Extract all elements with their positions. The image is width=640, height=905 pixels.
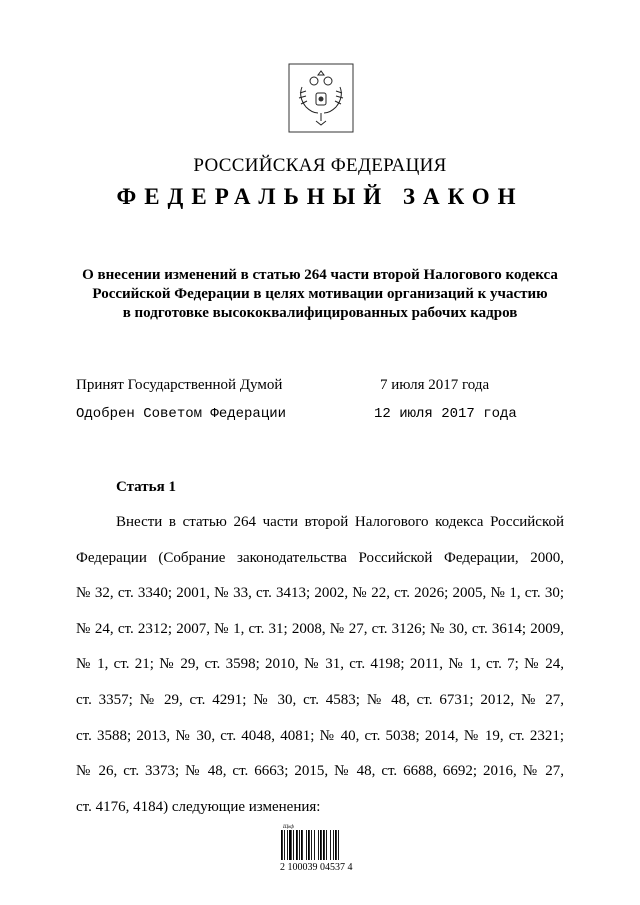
barcode-bar — [299, 830, 300, 860]
article-line: Внести в статью 264 части второй Налогового кодекса Российской — [116, 514, 564, 530]
law-title — [60, 266, 580, 323]
article-body — [76, 505, 564, 825]
law-title-line: О внесении изменений в статью 264 части второй Налогового кодекса — [82, 267, 558, 283]
barcode-bar — [314, 830, 315, 860]
barcode-bar — [330, 830, 331, 860]
barcode-bar — [289, 830, 292, 860]
article-line: № 26, ст. 3373; № 48, ст. 6663; 2015, № 48, ст. 6688, 6692; 2016, № 27, — [76, 763, 564, 780]
barcode-bar — [335, 830, 337, 860]
article-line: ст. 3588; 2013, № 30, ст. 4048, 4081; № 40, ст. 5038; 2014, № 19, ст. 2321; — [76, 727, 564, 744]
law-title-line: в подготовке высококвалифицированных рабочих кадров — [122, 305, 518, 321]
barcode-number: 2 100039 04537 4 — [280, 862, 353, 873]
barcode-bar — [296, 830, 298, 860]
article-line: № 1, ст. 21; № 29, ст. 3598; 2010, № 31, ст. 4198; 2011, № 1, ст. 7; № 24, — [76, 656, 564, 673]
barcode-icon — [280, 826, 360, 862]
barcode-bar — [323, 830, 325, 860]
council-approval-date: 12 июля 2017 года — [374, 406, 517, 422]
article-line: № 24, ст. 2312; 2007, № 1, ст. 31; 2008, № 27, ст. 3126; № 30, ст. 3614; 2009, — [76, 620, 564, 637]
duma-adoption-label: Принят Государственной Думой — [76, 377, 283, 393]
coat-of-arms-icon — [288, 63, 354, 133]
barcode-bar — [320, 830, 322, 860]
barcode-bar — [311, 830, 312, 860]
duma-adoption-date: 7 июля 2017 года — [380, 377, 490, 393]
barcode-bar — [293, 830, 294, 860]
article-title: Статья 1 — [116, 479, 176, 495]
country-name: РОССИЙСКАЯ ФЕДЕРАЦИЯ — [193, 155, 447, 176]
barcode-mark: Щкф — [283, 825, 294, 830]
barcode-bar — [326, 830, 327, 860]
barcode-bar — [287, 830, 288, 860]
barcode-bar — [284, 830, 285, 860]
council-approval-label: Одобрен Советом Федерации — [76, 406, 287, 422]
barcode-bar — [308, 830, 310, 860]
article-line: ст. 4176, 4184) следующие изменения: — [76, 798, 321, 815]
article-line: Федерации (Собрание законодательства Российской Федерации, 2000, — [76, 549, 564, 566]
barcode-bar — [333, 830, 334, 860]
barcode-bar — [338, 830, 339, 860]
law-title-line: Российской Федерации в целях мотивации организаций к участию — [92, 286, 548, 302]
law-type-heading: ФЕДЕРАЛЬНЫЙ ЗАКОН — [116, 184, 524, 209]
article-line: № 32, ст. 3340; 2001, № 33, ст. 3413; 2002, № 22, ст. 2026; 2005, № 1, ст. 30; — [76, 585, 564, 602]
article-line: ст. 3357; № 29, ст. 4291; № 30, ст. 4583; № 48, ст. 6731; 2012, № 27, — [76, 691, 564, 708]
barcode-bar — [306, 830, 307, 860]
barcode-bar — [301, 830, 303, 860]
barcode-bar — [281, 830, 283, 860]
barcode-bar — [318, 830, 319, 860]
